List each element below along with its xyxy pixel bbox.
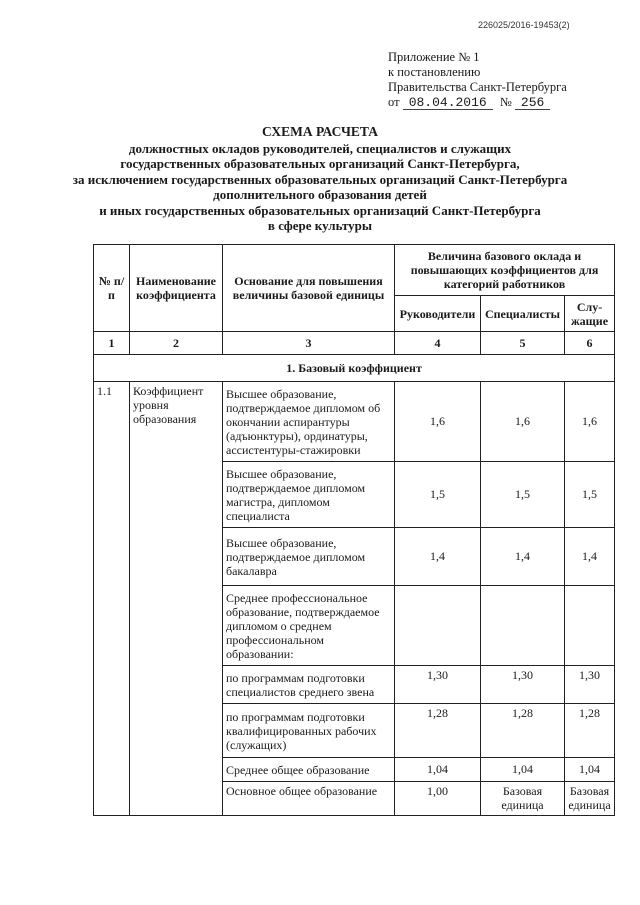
value-managers: 1,04 (395, 758, 481, 782)
row-basis: Среднее общее образование (223, 758, 395, 782)
value-employees: 1,4 (565, 528, 615, 586)
header-name: Наименование коэффициента (130, 245, 223, 332)
row-basis: Высшее образование, подтверждаемое дипломом магистра, дипломом специалиста (223, 462, 395, 528)
section-title: 1. Базовый коэффициент (94, 355, 615, 382)
row-name: Коэффициент уровня образования (130, 382, 223, 816)
annex-date: 08.04.2016 (403, 96, 493, 110)
row-number: 1.1 (94, 382, 130, 816)
value-specialists: 1,4 (481, 528, 565, 586)
col-number: 4 (395, 332, 481, 355)
value-employees: 1,30 (565, 666, 615, 704)
title-line-5: и иных государственных образовательных организаций Санкт-Петербурга (99, 202, 541, 218)
value-employees: 1,5 (565, 462, 615, 528)
value-specialists (481, 586, 565, 666)
value-specialists: 1,04 (481, 758, 565, 782)
coefficient-table (93, 244, 615, 816)
annex-number-label: № (499, 95, 512, 109)
value-managers: 1,00 (395, 782, 481, 816)
value-specialists: 1,5 (481, 462, 565, 528)
title-line-6: в сфере культуры (267, 218, 373, 233)
value-specialists: Базовая единица (481, 782, 565, 816)
value-managers: 1,30 (395, 666, 481, 704)
value-managers: 1,6 (395, 382, 481, 462)
col-number: 6 (565, 332, 615, 355)
title-main: СХЕМА РАСЧЕТА (261, 124, 379, 139)
row-basis: Среднее профессиональное образование, подтверждаемое дипломом о среднем профессиональном образовании: (223, 586, 395, 666)
header-col-6: Слу-жащие (565, 296, 615, 332)
row-basis: Высшее образование, подтверждаемое дипломом бакалавра (223, 528, 395, 586)
document-title (0, 124, 640, 234)
annex-line-1: Приложение № 1 (388, 50, 480, 64)
row-basis: по программам подготовки квалифицированных рабочих (служащих) (223, 704, 395, 758)
annex-line-2: к постановлению (388, 65, 481, 79)
value-managers: 1,28 (395, 704, 481, 758)
value-specialists: 1,30 (481, 666, 565, 704)
title-line-2: государственных образовательных организаций Санкт-Петербурга, (120, 156, 520, 171)
annex-from-label: от (388, 95, 400, 109)
column-numbers-row (94, 332, 615, 355)
value-employees: 1,04 (565, 758, 615, 782)
title-line-4: дополнительного образования детей (213, 187, 427, 202)
header-row-1 (94, 245, 615, 296)
table-row (94, 382, 615, 462)
title-line-1: должностных окладов руководителей, специалистов и служащих (128, 140, 512, 156)
value-employees (565, 586, 615, 666)
header-group: Величина базового оклада и повышающих коэффициентов для категорий работников (395, 245, 615, 296)
row-basis: Основное общее образование (223, 782, 395, 816)
value-managers: 1,4 (395, 528, 481, 586)
header-col-5: Специалисты (481, 296, 565, 332)
annex-number: 256 (515, 96, 550, 110)
title-line-3: за исключением государственных образовательных организаций Санкт-Петербурга (72, 171, 568, 187)
row-basis: Высшее образование, подтверждаемое дипломом об окончании аспирантуры (адъюнктуры), ординатуры, ассистентуры-стажировки (223, 382, 395, 462)
annex-line-3: Правительства Санкт-Петербурга (388, 80, 567, 94)
col-number: 5 (481, 332, 565, 355)
document-number: 226025/2016-19453(2) (478, 20, 570, 30)
header-num: № п/п (94, 245, 130, 332)
annex-block (388, 50, 567, 110)
value-specialists: 1,28 (481, 704, 565, 758)
annex-date-line (388, 95, 567, 110)
col-number: 3 (223, 332, 395, 355)
row-basis: по программам подготовки специалистов среднего звена (223, 666, 395, 704)
col-number: 2 (130, 332, 223, 355)
section-row (94, 355, 615, 382)
value-managers (395, 586, 481, 666)
value-specialists: 1,6 (481, 382, 565, 462)
value-employees: 1,6 (565, 382, 615, 462)
value-employees: 1,28 (565, 704, 615, 758)
value-managers: 1,5 (395, 462, 481, 528)
col-number: 1 (94, 332, 130, 355)
header-basis: Основание для повышения величины базовой единицы (223, 245, 395, 332)
header-col-4: Руководители (395, 296, 481, 332)
value-employees: Базовая единица (565, 782, 615, 816)
